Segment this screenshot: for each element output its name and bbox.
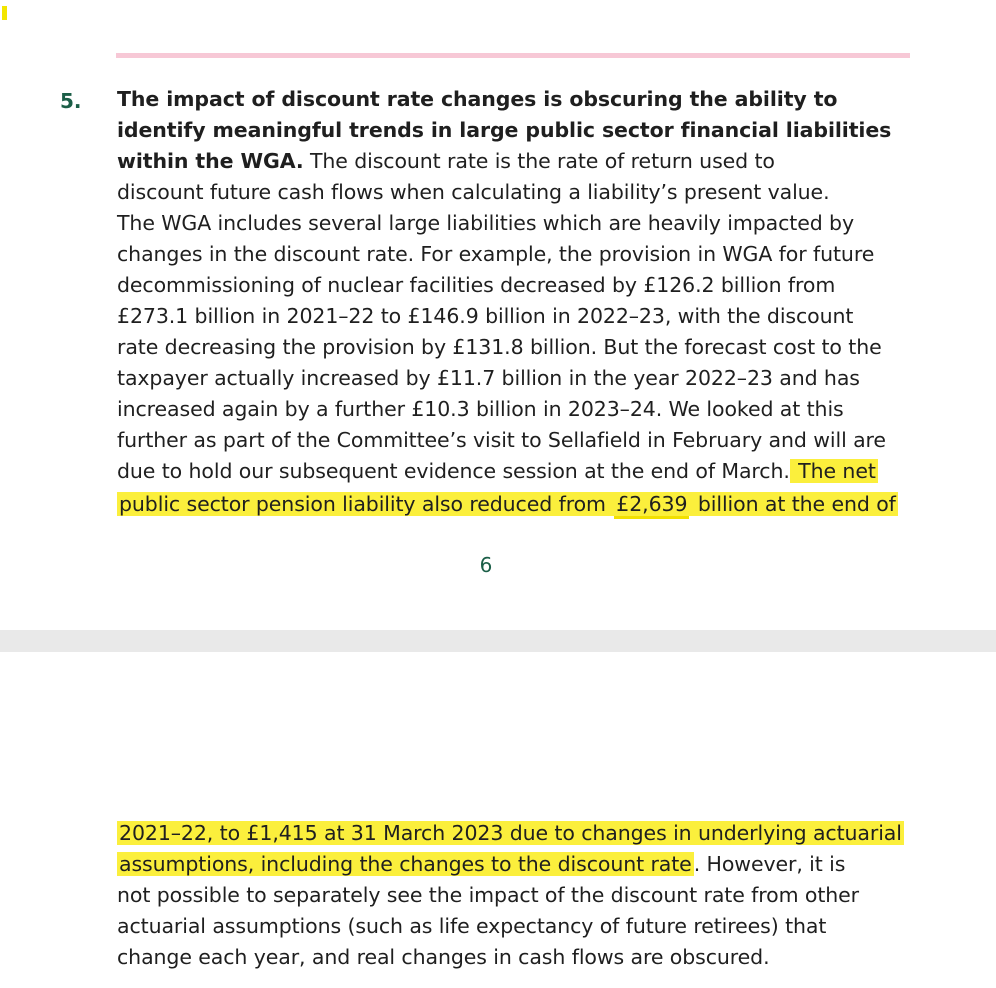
text-line: discount future cash flows when calculating a liability’s present value.: [117, 180, 830, 204]
text-line: changes in the discount rate. For example, the provision in WGA for future: [117, 242, 875, 266]
text-line: £273.1 billion in 2021–22 to £146.9 billion in 2022–23, with the discount: [117, 304, 854, 328]
text-line: The WGA includes several large liabilities which are heavily impacted by: [117, 211, 854, 235]
section-divider: [116, 53, 910, 58]
highlighted-text: billion at the end of: [691, 492, 896, 516]
text-line: [117, 146, 775, 177]
text-line: taxpayer actually increased by £11.7 billion in the year 2022–23 and has: [117, 366, 860, 390]
page-break: [0, 630, 996, 652]
text-line: [117, 818, 904, 849]
body-text: due to hold our subsequent evidence session at the end of March.: [117, 459, 790, 483]
page-number: 6: [479, 553, 493, 577]
body-text: The discount rate is the rate of return used to: [303, 149, 775, 173]
bold-heading-text: identify meaningful trends in large public sector financial liabilities: [117, 118, 892, 142]
highlighted-text: The net: [791, 459, 876, 483]
text-line: [117, 489, 898, 520]
text-line: not possible to separately see the impact of the discount rate from other: [117, 883, 860, 907]
text-line: [117, 84, 837, 115]
text-line: further as part of the Committee’s visit to Sellafield in February and will are: [117, 428, 886, 452]
text-line: [117, 849, 845, 880]
highlighted-text: public sector pension liability also reduced from: [119, 492, 613, 516]
text-line: decommissioning of nuclear facilities decreased by £126.2 billion from: [117, 273, 836, 297]
text-line: [117, 456, 878, 487]
text-line: rate decreasing the provision by £131.8 billion. But the forecast cost to the: [117, 335, 882, 359]
body-text: . However, it is: [693, 852, 846, 876]
bold-heading-text: The impact of discount rate changes is obscuring the ability to: [117, 87, 838, 111]
text-line: [117, 115, 891, 146]
text-line: increased again by a further £10.3 billion in 2023–24. We looked at this: [117, 397, 844, 421]
bold-heading-text: within the WGA.: [117, 149, 304, 173]
text-line: change each year, and real changes in cash flows are obscured.: [117, 945, 770, 969]
highlighted-text: assumptions, including the changes to the discount rate: [119, 852, 692, 876]
highlighted-text: 2021–22, to £1,415 at 31 March 2023 due to changes in underlying actuarial: [119, 821, 902, 845]
paragraph-number: 5.: [60, 89, 82, 113]
text-line: actuarial assumptions (such as life expectancy of future retirees) that: [117, 914, 827, 938]
highlight-marker: [2, 6, 7, 20]
highlighted-underlined-text: £2,639: [614, 492, 689, 519]
